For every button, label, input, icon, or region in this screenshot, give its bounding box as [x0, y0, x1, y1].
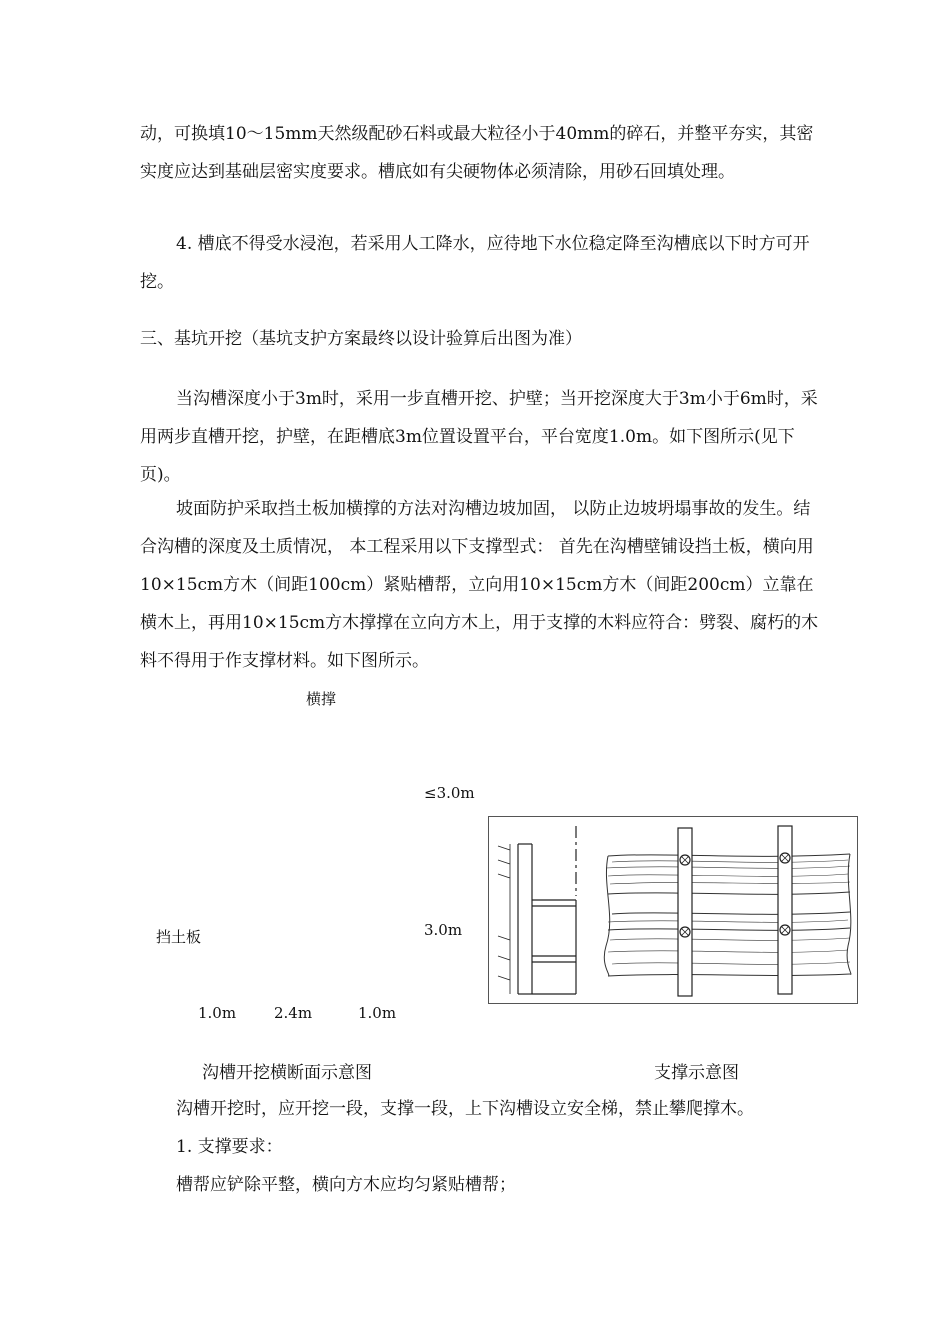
label-retaining-board: 挡土板 [156, 928, 202, 946]
list-item-support-requirements: 1. 支撑要求： [176, 1137, 283, 1157]
paragraph-continuation: 动，可换填10～15mm天然级配砂石料或最大粒径小于40mm的碎石，并整平夯实，其密实度应达到基础层密实度要求。槽底如有尖硬物体必须清除，用砂石回填处理。 [140, 124, 814, 182]
paragraph-groove-wall: 槽帮应铲除平整，横向方木应均匀紧贴槽帮； [176, 1175, 516, 1195]
paragraph-excavation: 当沟槽深度小于3m时，采用一步直槽开挖、护壁；当开挖深度大于3m小于6m时，采用两步直槽开挖，护壁，在距槽底3m位置设置平台，平台宽度1.0m。如下图所示(见下页)。 [140, 389, 818, 485]
label-width-mid: 2.4m [274, 1004, 313, 1022]
caption-support: 支撑示意图 [654, 1063, 739, 1083]
paragraph-item-4: 4. 槽底不得受水浸泡，若采用人工降水，应待地下水位稳定降至沟槽底以下时方可开挖。 [140, 234, 810, 292]
label-depth: 3.0m [424, 921, 463, 939]
paragraph-safety: 沟槽开挖时，应开挖一段，支撑一段，上下沟槽设立安全梯，禁止攀爬撑木。 [176, 1099, 754, 1119]
section-heading: 三、基坑开挖（基坑支护方案最终以设计验算后出图为准） [140, 329, 582, 349]
label-max-depth: ≤3.0m [424, 784, 475, 802]
paragraph-slope-protection: 坡面防护采取挡土板加横撑的方法对沟槽边坡加固， 以防止边坡坍塌事故的发生。结合沟槽的深度及土质情况， 本工程采用以下支撑型式： 首先在沟槽壁铺设挡土板，横向用10×15cm方木（间距100cm）紧贴槽帮，立向用10×15cm方木（间距200cm）立靠在横木上，再用10×15cm方木撑撑在立向方木上，用于支撑的木料应符合：劈裂、腐朽的木料不得用于作支撑材料。如下图所示。 [140, 499, 819, 671]
support-diagram [488, 816, 858, 1004]
label-width-right: 1.0m [358, 1004, 397, 1022]
label-width-left: 1.0m [198, 1004, 237, 1022]
caption-cross-section: 沟槽开挖横断面示意图 [202, 1063, 372, 1083]
label-cross-brace: 横撑 [306, 690, 337, 708]
